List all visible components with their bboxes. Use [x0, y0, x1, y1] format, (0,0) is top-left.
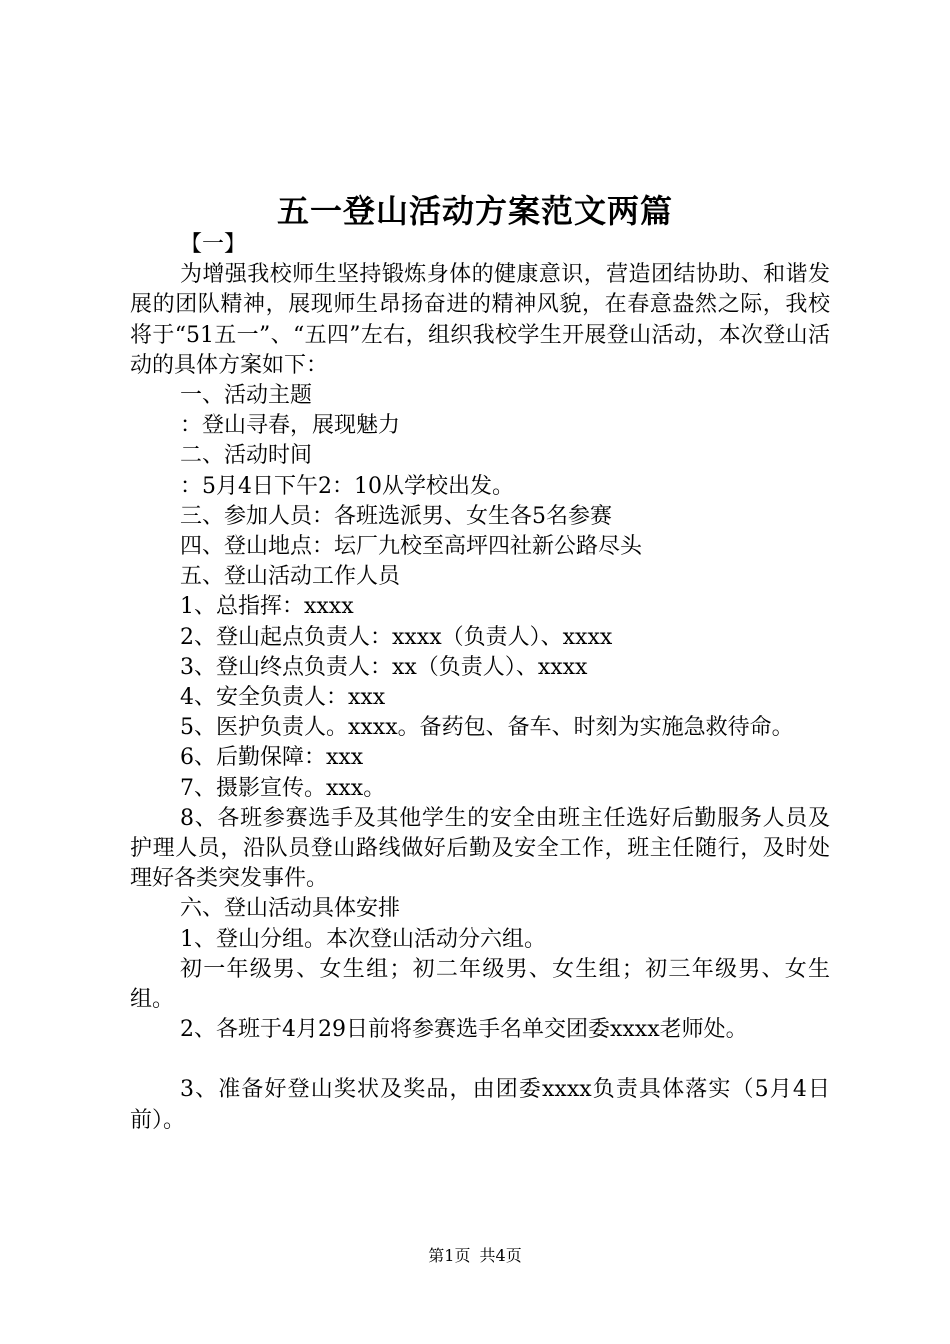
heading-arrangement: 六、登山活动具体安排 — [180, 896, 401, 922]
staff-item: 2、登山起点负责人：xxxx（负责人）、xxxx — [180, 624, 613, 650]
activity-time-text: ：5月4日下午2：10从学校出发。 — [180, 473, 514, 499]
heading-activity-time: 二、活动时间 — [180, 443, 313, 469]
arrangement-item: 1、登山分组。本次登山活动分六组。 — [180, 926, 546, 952]
staff-item: 8、各班参赛选手及其他学生的安全由班主任选好后勤服务人员及护理人员，沿队员登山路线做好后勤及安全工作，班主任随行，及时处理好各类突发事件。 — [130, 805, 830, 892]
activity-theme-text: ：登山寻春，展现魅力 — [180, 413, 401, 439]
heading-staff: 五、登山活动工作人员 — [180, 564, 401, 590]
staff-item: 5、医护负责人。xxxx。备药包、备车、时刻为实施急救待命。 — [180, 715, 794, 741]
staff-item: 6、后勤保障：xxx — [180, 745, 364, 771]
grouping-text: 初一年级男、女生组；初二年级男、女生组；初三年级男、女生组。 — [130, 956, 830, 1013]
page-number: 第1页 — [428, 1246, 471, 1265]
heading-activity-theme: 一、活动主题 — [180, 383, 313, 409]
section-heading-one: 【一】 — [180, 232, 247, 257]
arrangement-item: 2、各班于4月29日前将参赛选手名单交团委xxxx老师处。 — [180, 1017, 748, 1043]
document-title: 五一登山活动方案范文两篇 — [276, 192, 673, 230]
page-total: 共4页 — [479, 1246, 522, 1265]
staff-item: 7、摄影宣传。xxx。 — [180, 775, 386, 801]
staff-item: 4、安全负责人：xxx — [180, 685, 386, 711]
arrangement-item: 3、准备好登山奖状及奖品，由团委xxxx负责具体落实（5月4日前）。 — [130, 1077, 830, 1133]
page-footer — [0, 1243, 950, 1266]
intro-paragraph: 为增强我校师生坚持锻炼身体的健康意识，营造团结协助、和谐发展的团队精神，展现师生昂扬奋进的精神风貌，在春意盎然之际，我校将于“51五一”、“五四”左右，组织我校学生开展登山活动，本次登山活动的具体方案如下： — [130, 262, 830, 378]
staff-item: 3、登山终点负责人：xx（负责人）、xxxx — [180, 654, 588, 680]
staff-item: 1、总指挥：xxxx — [180, 594, 354, 620]
paragraph-gap — [130, 1045, 830, 1075]
participants-text: 三、参加人员：各班选派男、女生各5名参赛 — [180, 503, 612, 529]
location-text: 四、登山地点：坛厂九校至高坪四社新公路尽头 — [180, 534, 643, 560]
document-body — [130, 230, 830, 1136]
